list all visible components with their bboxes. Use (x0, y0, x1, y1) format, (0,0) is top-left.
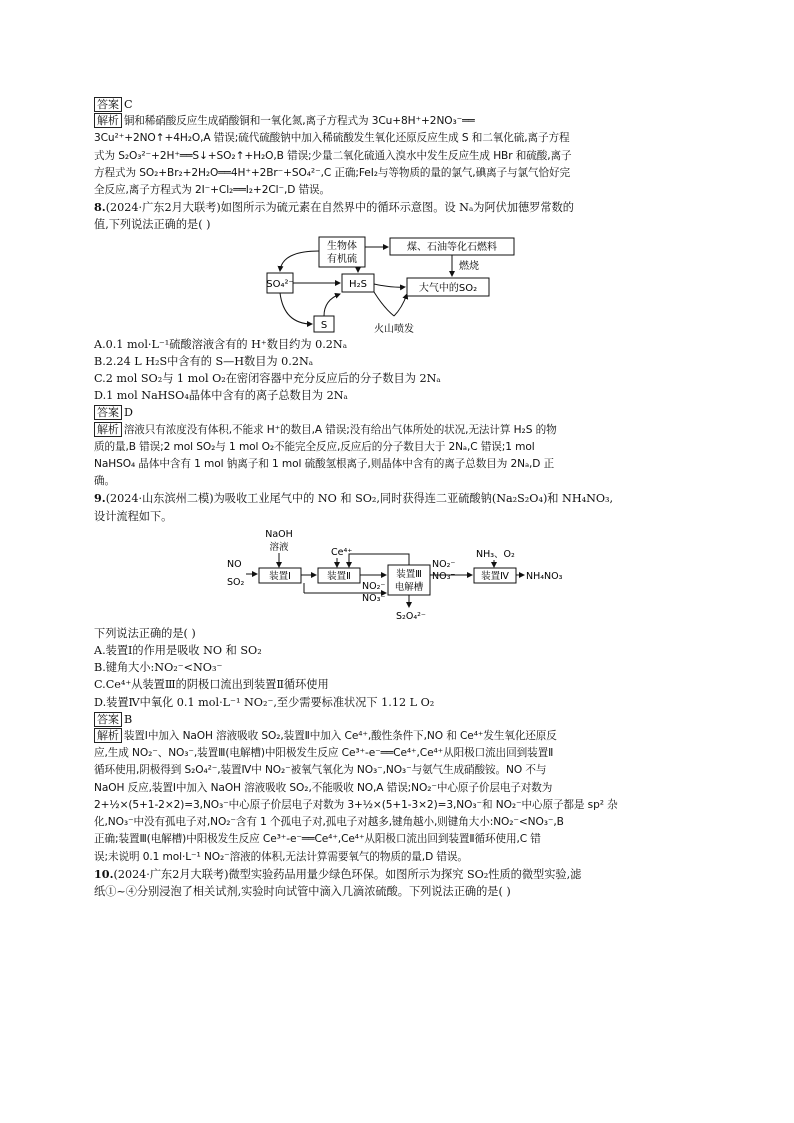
analysis-line: 2+½×(5+1-2×2)=3,NO₃⁻中心原子价层电子对数为 3+½×(5+1-3×2)=3,NO₃⁻和 NO₂⁻中心原子都是 sp² 杂 (94, 798, 618, 811)
option-a: A.装置Ⅰ的作用是吸收 NO 和 SO₂ (94, 644, 262, 658)
device-4-label: 装置Ⅳ (481, 570, 509, 582)
option-d: D.1 mol NaHSO₄晶体中含有的离子总数目为 2Nₐ (94, 389, 348, 403)
q8-stem-line: 值,下列说法正确的是( ) (94, 218, 211, 232)
nh4no3-label: NH₄NO₃ (526, 570, 563, 582)
q9-stem-line: 设计流程如下。 (94, 509, 173, 523)
q7-answer-line (94, 96, 694, 113)
fossil-label: 煤、石油等化石燃料 (407, 241, 497, 253)
q9-stem-line: 下列说法正确的是( ) (94, 626, 196, 640)
analysis-line: 3Cu²⁺+2NO↑+4H₂O,A 错误;硫代硫酸钠中加入稀硫酸发生氧化还原反应生成 S 和二氧化硫,离子方程 (94, 132, 570, 145)
bio-label: 生物体 (327, 240, 357, 252)
h2s-label: H₂S (349, 278, 367, 290)
s2o4-label: S₂O₄²⁻ (396, 610, 426, 622)
q8-stem-line (94, 199, 694, 216)
bio-label: 有机硫 (327, 253, 357, 265)
nh3-o2-label: NH₃、O₂ (476, 548, 515, 560)
analysis-line: 溶液只有浓度没有体积,不能求 H⁺的数目,A 错误;没有给出气体所处的状况,无法计算 H₂S 的物 (123, 423, 557, 436)
answer-tag: 答案 (94, 97, 122, 112)
analysis-line: 全反应,离子方程式为 2I⁻+Cl₂══I₂+2Cl⁻,D 错误。 (94, 184, 331, 197)
device-3-label: 装置Ⅲ (396, 568, 422, 580)
burn-label: 燃烧 (459, 260, 479, 272)
device-3-label: 电解槽 (394, 581, 424, 593)
q8-analysis (94, 422, 694, 491)
answer-value: B (124, 712, 133, 726)
answer-value: C (124, 98, 133, 111)
process-flow-diagram (224, 527, 564, 623)
naoh-label: 溶液 (269, 541, 289, 553)
atmosphere-label: 大气中的SO₂ (418, 282, 478, 294)
analysis-line: 误;未说明 0.1 mol·L⁻¹ NO₂⁻溶液的体积,无法计算需要氧气的物质的量,D 错误。 (94, 850, 468, 863)
sulfate-label: SO₄²⁻ (266, 278, 294, 290)
analysis-line: 化,NO₃⁻中没有孤电子对,NO₂⁻含有 1 个孤电子对,孤电子对越多,键角越小,则键角大小:NO₂⁻<NO₃⁻,B (94, 816, 564, 829)
analysis-tag: 解析 (94, 113, 122, 128)
answer-tag: 答案 (94, 405, 122, 420)
analysis-line: 循环使用,阴极得到 S₂O₄²⁻,装置Ⅳ中 NO₂⁻被氧气氧化为 NO₃⁻,NO₃⁻与氨气生成硝酸铵。NO 不与 (94, 764, 547, 777)
no3-middle-label: NO₃⁻ (362, 592, 386, 604)
option-c: C.2 mol SO₂与 1 mol O₂在密闭容器中充分反应后的分子数目为 2Nₐ (94, 372, 441, 386)
analysis-line: 质的量,B 错误;2 mol SO₂与 1 mol O₂不能完全反应,反应后的分子数目大于 2Nₐ,C 错误;1 mol (94, 440, 535, 453)
device-2-label: 装置Ⅱ (327, 570, 351, 582)
stem-text: (2024·广东2月大联考)如图所示为硫元素在自然界中的循环示意图。设 Nₐ为阿伏加德罗常数的 (105, 201, 574, 215)
analysis-line: NaOH 反应,装置Ⅰ中加入 NaOH 溶液吸收 SO₂,不能吸收 NO,A 错误;NO₂⁻中心原子价层电子对数为 (94, 781, 553, 794)
no2-output-label: NO₂⁻ (432, 558, 456, 570)
ce-label: Ce⁴⁺ (331, 546, 353, 558)
no-input-label: NO (227, 558, 242, 570)
sulfur-label: S (320, 319, 328, 331)
q10-stem-line (94, 866, 694, 883)
answer-tag: 答案 (94, 712, 122, 727)
q7-analysis (94, 113, 694, 199)
analysis-tag: 解析 (94, 422, 122, 437)
volcano-label: 火山喷发 (374, 323, 414, 334)
analysis-line: 应,生成 NO₂⁻、NO₃⁻,装置Ⅲ(电解槽)中阳极发生反应 Ce³⁺-e⁻══Ce⁴⁺,Ce⁴⁺从阳极口流出回到装置Ⅱ (94, 747, 554, 760)
option-a: A.0.1 mol·L⁻¹硫酸溶液含有的 H⁺数目约为 0.2Nₐ (94, 337, 348, 351)
question-number: 9. (94, 491, 106, 506)
q8-answer-line (94, 404, 694, 421)
device-1-label: 装置Ⅰ (269, 570, 291, 582)
analysis-line: 确。 (94, 475, 115, 488)
q9-stem-line (94, 490, 694, 507)
stem-text: (2024·广东2月大联考)微型实验药品用量少绿色环保。如图所示为探究 SO₂性质的微型实验,滤 (113, 867, 582, 881)
question-number: 8. (94, 200, 106, 215)
question-number: 10. (94, 866, 114, 881)
q9-answer-line (94, 711, 694, 728)
analysis-tag: 解析 (94, 728, 122, 743)
so2-input-label: SO₂ (227, 576, 245, 588)
option-d: D.装置Ⅳ中氧化 0.1 mol·L⁻¹ NO₂⁻,至少需要标准状况下 1.12 L O₂ (94, 695, 435, 709)
q10-stem-line: 纸①~④分别浸泡了相关试剂,实验时向试管中滴入几滴浓硫酸。下列说法正确的是( ) (94, 884, 511, 898)
answer-value: D (124, 406, 133, 420)
analysis-line: 铜和稀硝酸反应生成硝酸铜和一氧化氮,离子方程式为 3Cu+8H⁺+2NO₃⁻══ (123, 115, 475, 128)
analysis-line: 方程式为 SO₂+Br₂+2H₂O══4H⁺+2Br⁻+SO₄²⁻,C 正确;FeI₂与等物质的量的氯气,碘离子与氯气恰好完 (94, 166, 571, 179)
analysis-line: 式为 S₂O₃²⁻+2H⁺══S↓+SO₂↑+H₂O,B 错误;少量二氧化硫通入溴水中发生反应生成 HBr 和硫酸,离子 (94, 149, 572, 162)
analysis-line: 装置Ⅰ中加入 NaOH 溶液吸收 SO₂,装置Ⅱ中加入 Ce⁴⁺,酸性条件下,NO 和 Ce⁴⁺发生氧化还原反 (123, 730, 557, 743)
document-page (94, 96, 694, 900)
option-b: B.2.24 L H₂S中含有的 S—H数目为 0.2Nₐ (94, 354, 314, 368)
q9-analysis (94, 728, 694, 866)
no3-output-label: NO₃⁻ (432, 570, 456, 582)
option-c: C.Ce⁴⁺从装置Ⅲ的阴极口流出到装置Ⅱ循环使用 (94, 678, 329, 692)
analysis-line: 正确;装置Ⅲ(电解槽)中阳极发生反应 Ce³⁺-e⁻══Ce⁴⁺,Ce⁴⁺从阳极口流出回到装置Ⅱ循环使用,C 错 (94, 833, 541, 846)
option-b: B.键角大小:NO₂⁻<NO₃⁻ (94, 661, 223, 675)
stem-text: (2024·山东滨州二模)为吸收工业尾气中的 NO 和 SO₂,同时获得连二亚硫酸钠(Na₂S₂O₄)和 NH₄NO₃, (105, 492, 614, 506)
analysis-line: NaHSO₄ 晶体中含有 1 mol 钠离子和 1 mol 硫酸氢根离子,则晶体中含有的离子总数目为 2Nₐ,D 正 (94, 458, 555, 471)
naoh-label: NaOH (265, 528, 293, 540)
no2-middle-label: NO₂⁻ (362, 580, 386, 592)
sulfur-cycle-diagram (264, 236, 524, 334)
